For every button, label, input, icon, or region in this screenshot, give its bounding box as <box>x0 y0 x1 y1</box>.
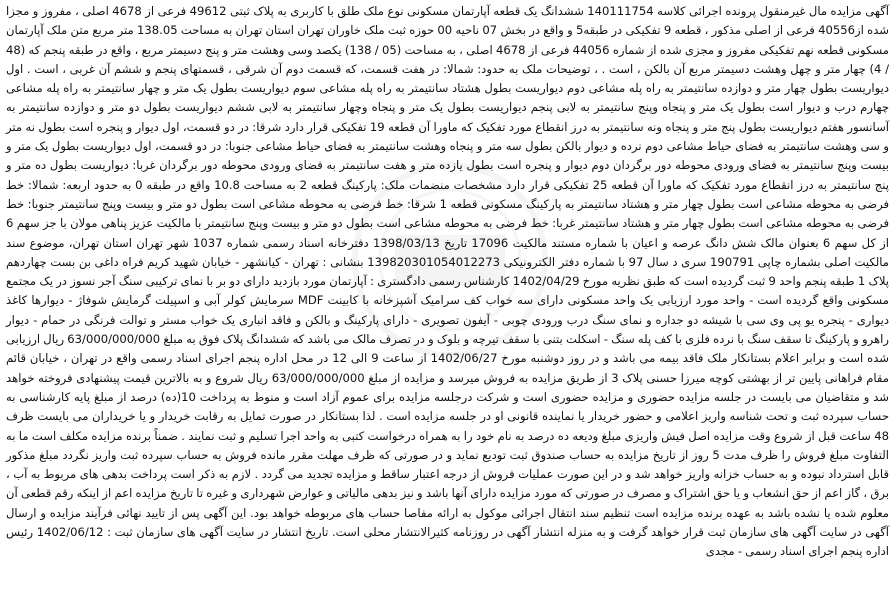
auction-notice-text: آگهی مزایده مال غیرمنقول پرونده اجرائی کلاسه 140111754 ششدانگ یک قطعه آپارتمان مسکونی نوع ملک طلق با کاربری به پلاک ثبتی 49612 فرعی از 4678 اصلی ، مفروز و مجزا شده از40556 فرعی از اصلی مذکور ، قطعه 9 تفکیکی در طبقه5 و واقع در بخش 07 ناحیه 00 حوزه ثبت ملک خاوران تهران استان تهران به مساحت 138.05 متر مربع متن ملک آپارتمان مسکونی قطعه نهم تفکیکی مفروز و مجزی شده از شماره 44056 فرعی از 4678 اصلی ، به مساحت (05 / 138) یکصد وسی وهشت متر و پنج دسیمتر مربع ، واقع در طبقه پنجم که (48 / 4) چهار متر و چهل وهشت دسیمتر مربع آن بالکن ، است . ، توضیحات ملک به حدود: شمالا: در هفت قسمت، که قسمت دوم آن شرقی ، قسمتهای پنجم و ششم آن غربی ، است . اول دیواریست بطول چهار متر و دوازده سانتیمتر به راه پله مشاعی دوم دیواریست بطول هشتاد سانتیمتر به راه پله مشاعی سوم دیواریست بطول یک متر و چهار سانتیمتر به راه پله مشاعی چهارم درب و دیوار است بطول یک متر و پنجاه وپنج سانتیمتر به لابی پنجم دیواریست بطول یک متر و پنجاه وچهار سانتیمتر به لابی ششم دیواریست بطول دو متر و دوازده سانتیمتر به آسانسور هفتم دیواریست بطول پنج متر و پنجاه ونه سانتیمتر به درز انقطاع مورد تفکیک که ماورا آن قطعه 19 تفکیکی قرار دارد شرقا: در دو قسمت، اول دیوار و پنجره است بطول نه متر و سی وهشت سانتیمتر به فضای حیاط مشاعی دوم نرده و دیوار بالکن بطول سه متر و پنجاه وهشت سانتیمتر به فضای حیاط مشاعی جنوبا: در دو قسمت، اول دیواریست بطول یک متر و بیست وپنج سانتیمتر به فضای ورودی محوطه دور برگردان دوم دیوار و پنجره است بطول یازده متر و هفت سانتیمتر به فضای ورودی محوطه دور برگردان غربا: دیواریست بطول ده متر و پنج سانتیمتر به درز انقطاع مورد تفکیک که ماورا آن قطعه 25 تفکیکی قرار دارد مشخصات منضمات ملک: پارکینگ قطعه 2 به مساحت 10.8 واقع در طبقه 0 به حدود اربعه: شمالا: خط فرضی به محوطه مشاعی است بطول چهار متر و هشتاد سانتیمتر به پارکینگ مسکونی قطعه 1 شرقا: خط فرضی به محوطه مشاعی است بطول دو متر و بیست وپنج سانتیمتر جنوبا: خط فرضی به محوطه مشاعی است بطول چهار متر و هشتاد سانتیمتر غربا: خط فرضی به محوطه مشاعی است بطول دو متر و بیست وپنج سانتیمتر با مالکیت عزیز پناهی مولان با جز سهم 6 از کل سهم 6 بعنوان مالک شش دانگ عرصه و اعیان با شماره مستند مالکیت 17096 تاریخ 1398/03/13 دفترخانه اسناد رسمی شماره 1037 شهر تهران استان تهران، موضوع سند مالکیت اصلی بشماره چاپی 190791 سری د سال 97 با شماره دفتر الکترونیکی 139820301054012273 بنشانی : تهران - کیانشهر - خیابان شهید کریم فراه داغی بن بست چهاردهم پلاک 1 طبقه پنجم واحد 9 ثبت گردیده است که طبق نظریه مورخ 1402/04/29 کارشناس رسمی دادگستری : آپارتمان مورد بازدید دارای دو بر با نمای ترکیبی سنگ آجر نسوز در یک مجتمع مسکونی واقع گردیده است - واحد مورد ارزیابی یک واحد مسکونی دارای سه خواب کف سرامیک آشپزخانه با کابینت MDF سرمایش کولر آبی و اسپیلت گرمایش شوفاژ - دیوارها کاغذ دیواری - پنجره یو پی وی سی با شیشه دو جداره و نمای سنگ درب ورودی چوبی - آیفون تصویری - دارای پارکینگ و بالکن و فاقد انباری یک خواب مستر و توالت فرنگی در حمام - دیوار راهرو و پارکینگ تا سقف سنگ با نرده فلزی با کف پله سنگ - اسکلت بتنی با سقف تیرچه و بلوک و در تصرف مالک می باشد که ششدانگ پلاک فوق به مبلغ 63/000/000/000 ریال ارزیابی شده است و برابر اعلام بستانکار ملک فاقد بیمه می باشد و در روز دوشنبه مورخ 1402/06/27 از ساعت 9 الی 12 در محل اداره پنجم اجرای اسناد رسمی واقع در تهران ، خیابان قائم مقام فراهانی پایین تر از بهشتی کوچه میرزا حسنی پلاک 3 از طریق مزایده به فروش میرسد و مزایده از مبلغ 63/000/000/000 ریال شروع و به بالاترین قیمت پیشنهادی فروخته خواهد شد و متقاضیان می بایست در جلسه مزایده حضوری و مزایده حضوری است و شرکت درجلسه مزایده برای عموم آزاد است و منوط به پرداخت 10(ده) درصد از مبلغ پایه کارشناسی به حساب سپرده ثبت و تحت شناسه واریز اعلامی و حضور خریدار یا نماینده قانونی او در جلسه مزایده است . لذا بستانکار در صورت تمایل به رقابت خریدار و یا خریداران می بایست ظرف 48 ساعت قبل از شروع وقت مزایده اصل فیش واریزی مبلغ ودیعه ده درصد به نام خود را به همراه درخواست کتبی به واحد اجرا تسلیم و ثبت نمایند . ضمناً برنده مزایده مکلف است ما به التفاوت مبلغ فروش را ظرف مدت 5 روز از تاریخ مزایده به حساب صندوق ثبت تودیع نماید و در صورتی که ظرف مهلت مقرر مانده فروش به حساب سپرده ثبت واریز نگردد مبلغ مذکور قابل استرداد نبوده و به حساب خزانه واریز خواهد شد و در این صورت عملیات فروش از درجه اعتبار ساقط و مزایده تجدید می گردد . لازم به ذکر است پرداخت بدهی های مربوط به آب ، برق ، گاز اعم از حق انشعاب و یا حق اشتراک و مصرف در صورتی که مورد مزایده دارای آنها باشد و نیز بدهی مالیاتی و عوارض شهرداری و غیره تا تاریخ مزایده اعم از اینکه رقم قطعی آن معلوم شده یا نشده باشد به عهده برنده مزایده است تنظیم سند انتقال اجرائی موکول به ارائه مفاصا حساب های مربوطه خواهد بود. این آگهی پس از تایید نهائی فرآیند مزایده و ارسال آگهی در سایت آگهی های سازمان ثبت قرار خواهد گرفت و به منزله انتشار آگهی در روزنامه کثیرالانتشار محلی است. تاریخ انتشار در سایت آگهی های سازمان ثبت : 1402/06/12 رئیس اداره پنجم اجرای اسناد رسمی - مجدی <box>6 4 890 559</box>
